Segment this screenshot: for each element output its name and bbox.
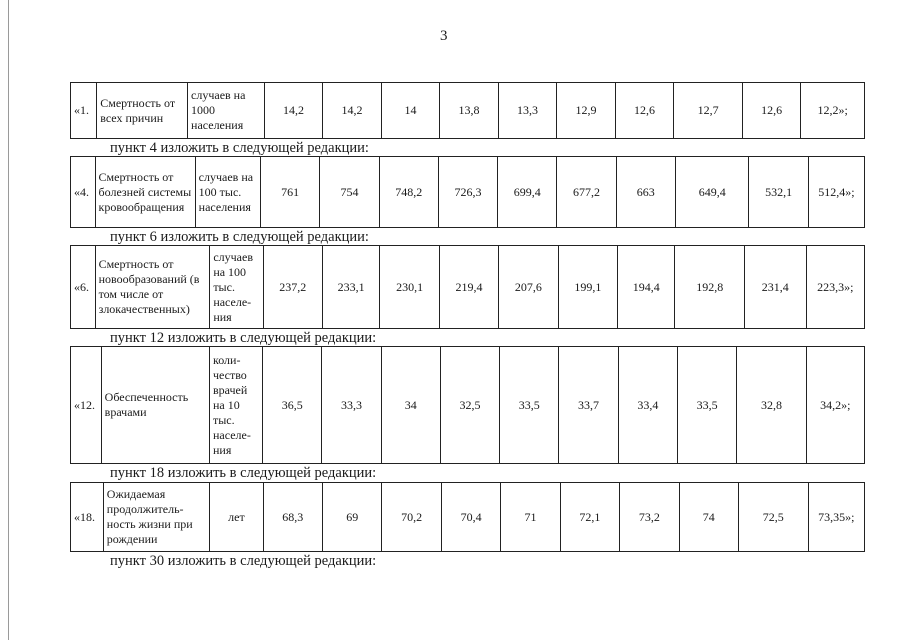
- value-cell: 68,3: [263, 483, 322, 552]
- value-cell: 199,1: [558, 246, 617, 329]
- value-cell: 223,3»;: [806, 246, 864, 329]
- value-cell: 194,4: [618, 246, 675, 329]
- value-cell: 699,4: [498, 157, 557, 228]
- value-cell: 748,2: [379, 157, 438, 228]
- value-cell: 663: [616, 157, 675, 228]
- value-cell: 12,2»;: [801, 83, 865, 139]
- value-cell: 754: [320, 157, 379, 228]
- edit-instruction: пункт 18 изложить в следующей редакции:: [110, 465, 377, 481]
- indicator-table-4: [70, 156, 865, 228]
- indicator-name: Обеспеченность врачами: [101, 347, 209, 464]
- value-cell: 73,35»;: [808, 483, 864, 552]
- value-cell: 14: [381, 83, 440, 139]
- value-cell: 14,2: [323, 83, 382, 139]
- value-cell: 33,7: [559, 347, 618, 464]
- indicator-table-18: [70, 482, 865, 552]
- edit-instruction: пункт 6 изложить в следующей редакции:: [110, 229, 369, 245]
- unit-of-measure: лет: [210, 483, 263, 552]
- value-cell: 12,9: [557, 83, 616, 139]
- table-row: [71, 483, 865, 552]
- value-cell: 512,4»;: [808, 157, 864, 228]
- table-row: [71, 83, 865, 139]
- value-cell: 13,3: [498, 83, 557, 139]
- edit-instruction: пункт 4 изложить в следующей редакции:: [110, 140, 369, 156]
- value-cell: 726,3: [438, 157, 497, 228]
- unit-of-measure: случаев на 100 тыс. населения: [195, 157, 260, 228]
- value-cell: 13,8: [440, 83, 499, 139]
- value-cell: 532,1: [749, 157, 808, 228]
- value-cell: 207,6: [499, 246, 558, 329]
- value-cell: 12,7: [674, 83, 743, 139]
- value-cell: 33,5: [500, 347, 559, 464]
- edit-instruction: пункт 30 изложить в следующей редакции:: [110, 553, 377, 569]
- value-cell: 69: [323, 483, 382, 552]
- value-cell: 32,8: [737, 347, 806, 464]
- value-cell: 192,8: [675, 246, 745, 329]
- table-row: [71, 157, 865, 228]
- value-cell: 34: [381, 347, 440, 464]
- indicator-name: Ожидаемая продолжитель- ность жизни при рождении: [103, 483, 210, 552]
- value-cell: 231,4: [745, 246, 806, 329]
- indicator-table-6: [70, 245, 865, 329]
- value-cell: 33,4: [618, 347, 677, 464]
- value-cell: 71: [501, 483, 560, 552]
- value-cell: 72,5: [738, 483, 808, 552]
- value-cell: 74: [679, 483, 738, 552]
- value-cell: 14,2: [264, 83, 323, 139]
- item-number: «6.: [71, 246, 96, 329]
- item-number: «18.: [71, 483, 104, 552]
- unit-of-measure: случаев на 1000 населения: [188, 83, 265, 139]
- value-cell: 677,2: [557, 157, 616, 228]
- item-number: «1.: [71, 83, 97, 139]
- value-cell: 36,5: [263, 347, 322, 464]
- indicator-table-12: [70, 346, 865, 464]
- value-cell: 12,6: [615, 83, 674, 139]
- unit-of-measure: коли- чество врачей на 10 тыс. населе- ния: [209, 347, 262, 464]
- value-cell: 230,1: [380, 246, 439, 329]
- table-row: [71, 246, 865, 329]
- indicator-name: Смертность от новообразований (в том числе от злокачественных): [95, 246, 210, 329]
- table-row: [71, 347, 865, 464]
- page-left-edge: [8, 0, 9, 640]
- value-cell: 649,4: [675, 157, 749, 228]
- value-cell: 12,6: [742, 83, 801, 139]
- value-cell: 33,5: [677, 347, 736, 464]
- indicator-name: Смертность от всех причин: [97, 83, 188, 139]
- page-number: 3: [440, 28, 448, 44]
- value-cell: 233,1: [323, 246, 380, 329]
- value-cell: 219,4: [439, 246, 498, 329]
- indicator-table-1: [70, 82, 865, 139]
- unit-of-measure: случаев на 100 тыс. населе- ния: [210, 246, 263, 329]
- item-number: «12.: [71, 347, 102, 464]
- value-cell: 33,3: [322, 347, 381, 464]
- item-number: «4.: [71, 157, 96, 228]
- edit-instruction: пункт 12 изложить в следующей редакции:: [110, 330, 377, 346]
- value-cell: 72,1: [560, 483, 619, 552]
- value-cell: 237,2: [263, 246, 322, 329]
- value-cell: 34,2»;: [806, 347, 864, 464]
- value-cell: 761: [261, 157, 320, 228]
- value-cell: 32,5: [440, 347, 499, 464]
- value-cell: 70,4: [441, 483, 500, 552]
- indicator-name: Смертность от болезней системы кровообращения: [95, 157, 195, 228]
- value-cell: 73,2: [620, 483, 679, 552]
- value-cell: 70,2: [382, 483, 441, 552]
